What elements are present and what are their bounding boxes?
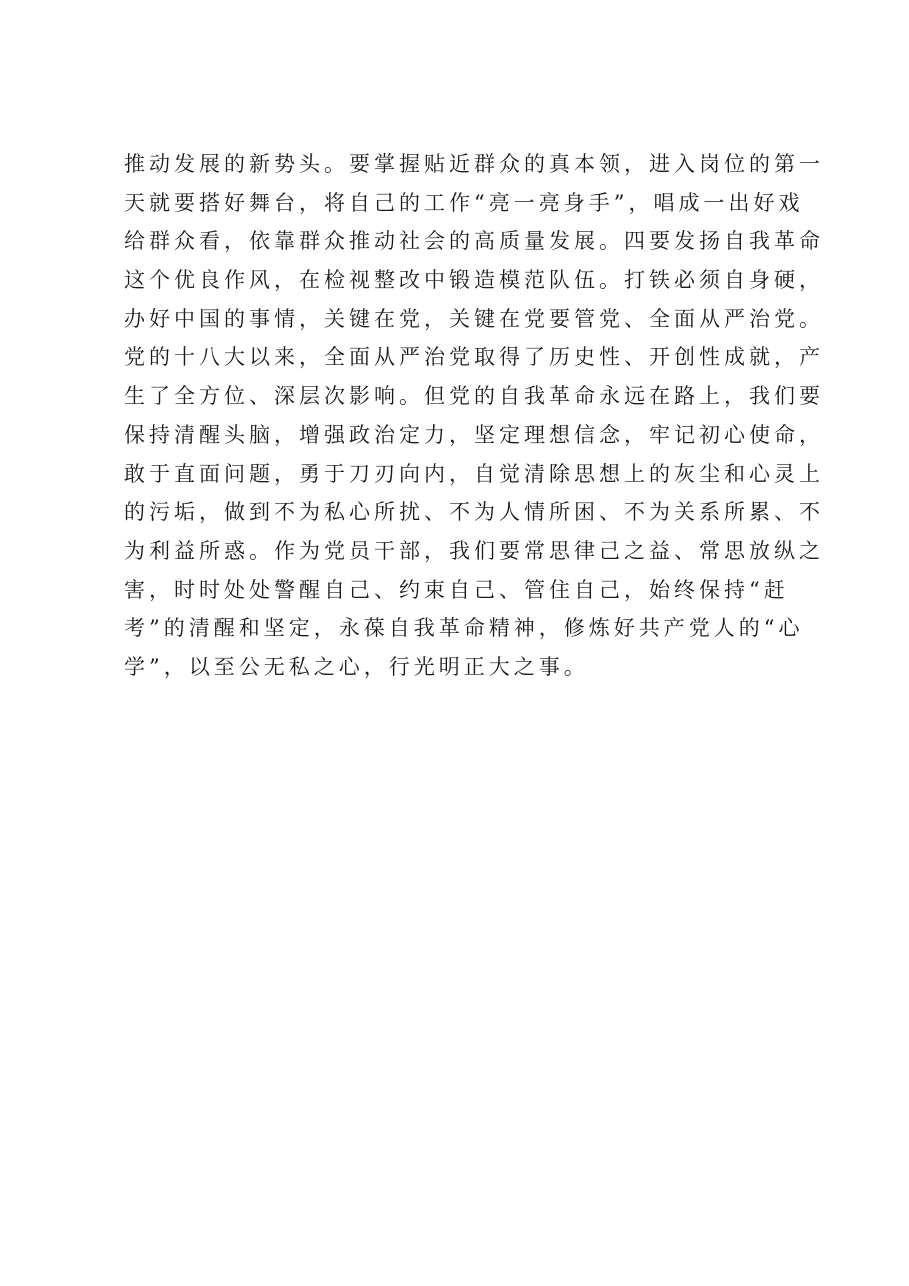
text-line: 保持清醒头脑，增强政治定力，坚定理想信念，牢记初心使命， [124, 422, 824, 447]
body-paragraph [124, 145, 824, 687]
text-line: 为利益所惑。作为党员干部，我们要常思律己之益、常思放纵之 [124, 538, 824, 563]
text-line: 这个优良作风，在检视整改中锻造模范队伍。打铁必须自身硬， [124, 268, 824, 293]
text-line: 敢于直面问题，勇于刀刃向内，自觉清除思想上的灰尘和心灵上 [124, 461, 824, 486]
text-line: 推动发展的新势头。要掌握贴近群众的真本领，进入岗位的第一 [124, 152, 824, 176]
text-line: 考”的清醒和坚定，永葆自我革命精神，修炼好共产党人的“心 [124, 616, 804, 641]
text-line: 的污垢，做到不为私心所扰、不为人情所困、不为关系所累、不 [124, 500, 824, 525]
text-line: 天就要搭好舞台，将自己的工作“亮一亮身手”，唱成一出好戏 [124, 190, 804, 215]
text-line: 党的十八大以来，全面从严治党取得了历史性、开创性成就，产 [124, 345, 824, 370]
text-line: 办好中国的事情，关键在党，关键在党要管党、全面从严治党。 [124, 306, 824, 331]
text-line: 学”，以至公无私之心，行光明正大之事。 [124, 654, 589, 679]
text-line: 害，时时处处警醒自己、约束自己、管住自己，始终保持“赶 [124, 577, 789, 602]
text-line: 生了全方位、深层次影响。但党的自我革命永远在路上，我们要 [124, 384, 824, 409]
text-line: 给群众看，依靠群众推动社会的高质量发展。四要发扬自我革命 [124, 229, 824, 254]
